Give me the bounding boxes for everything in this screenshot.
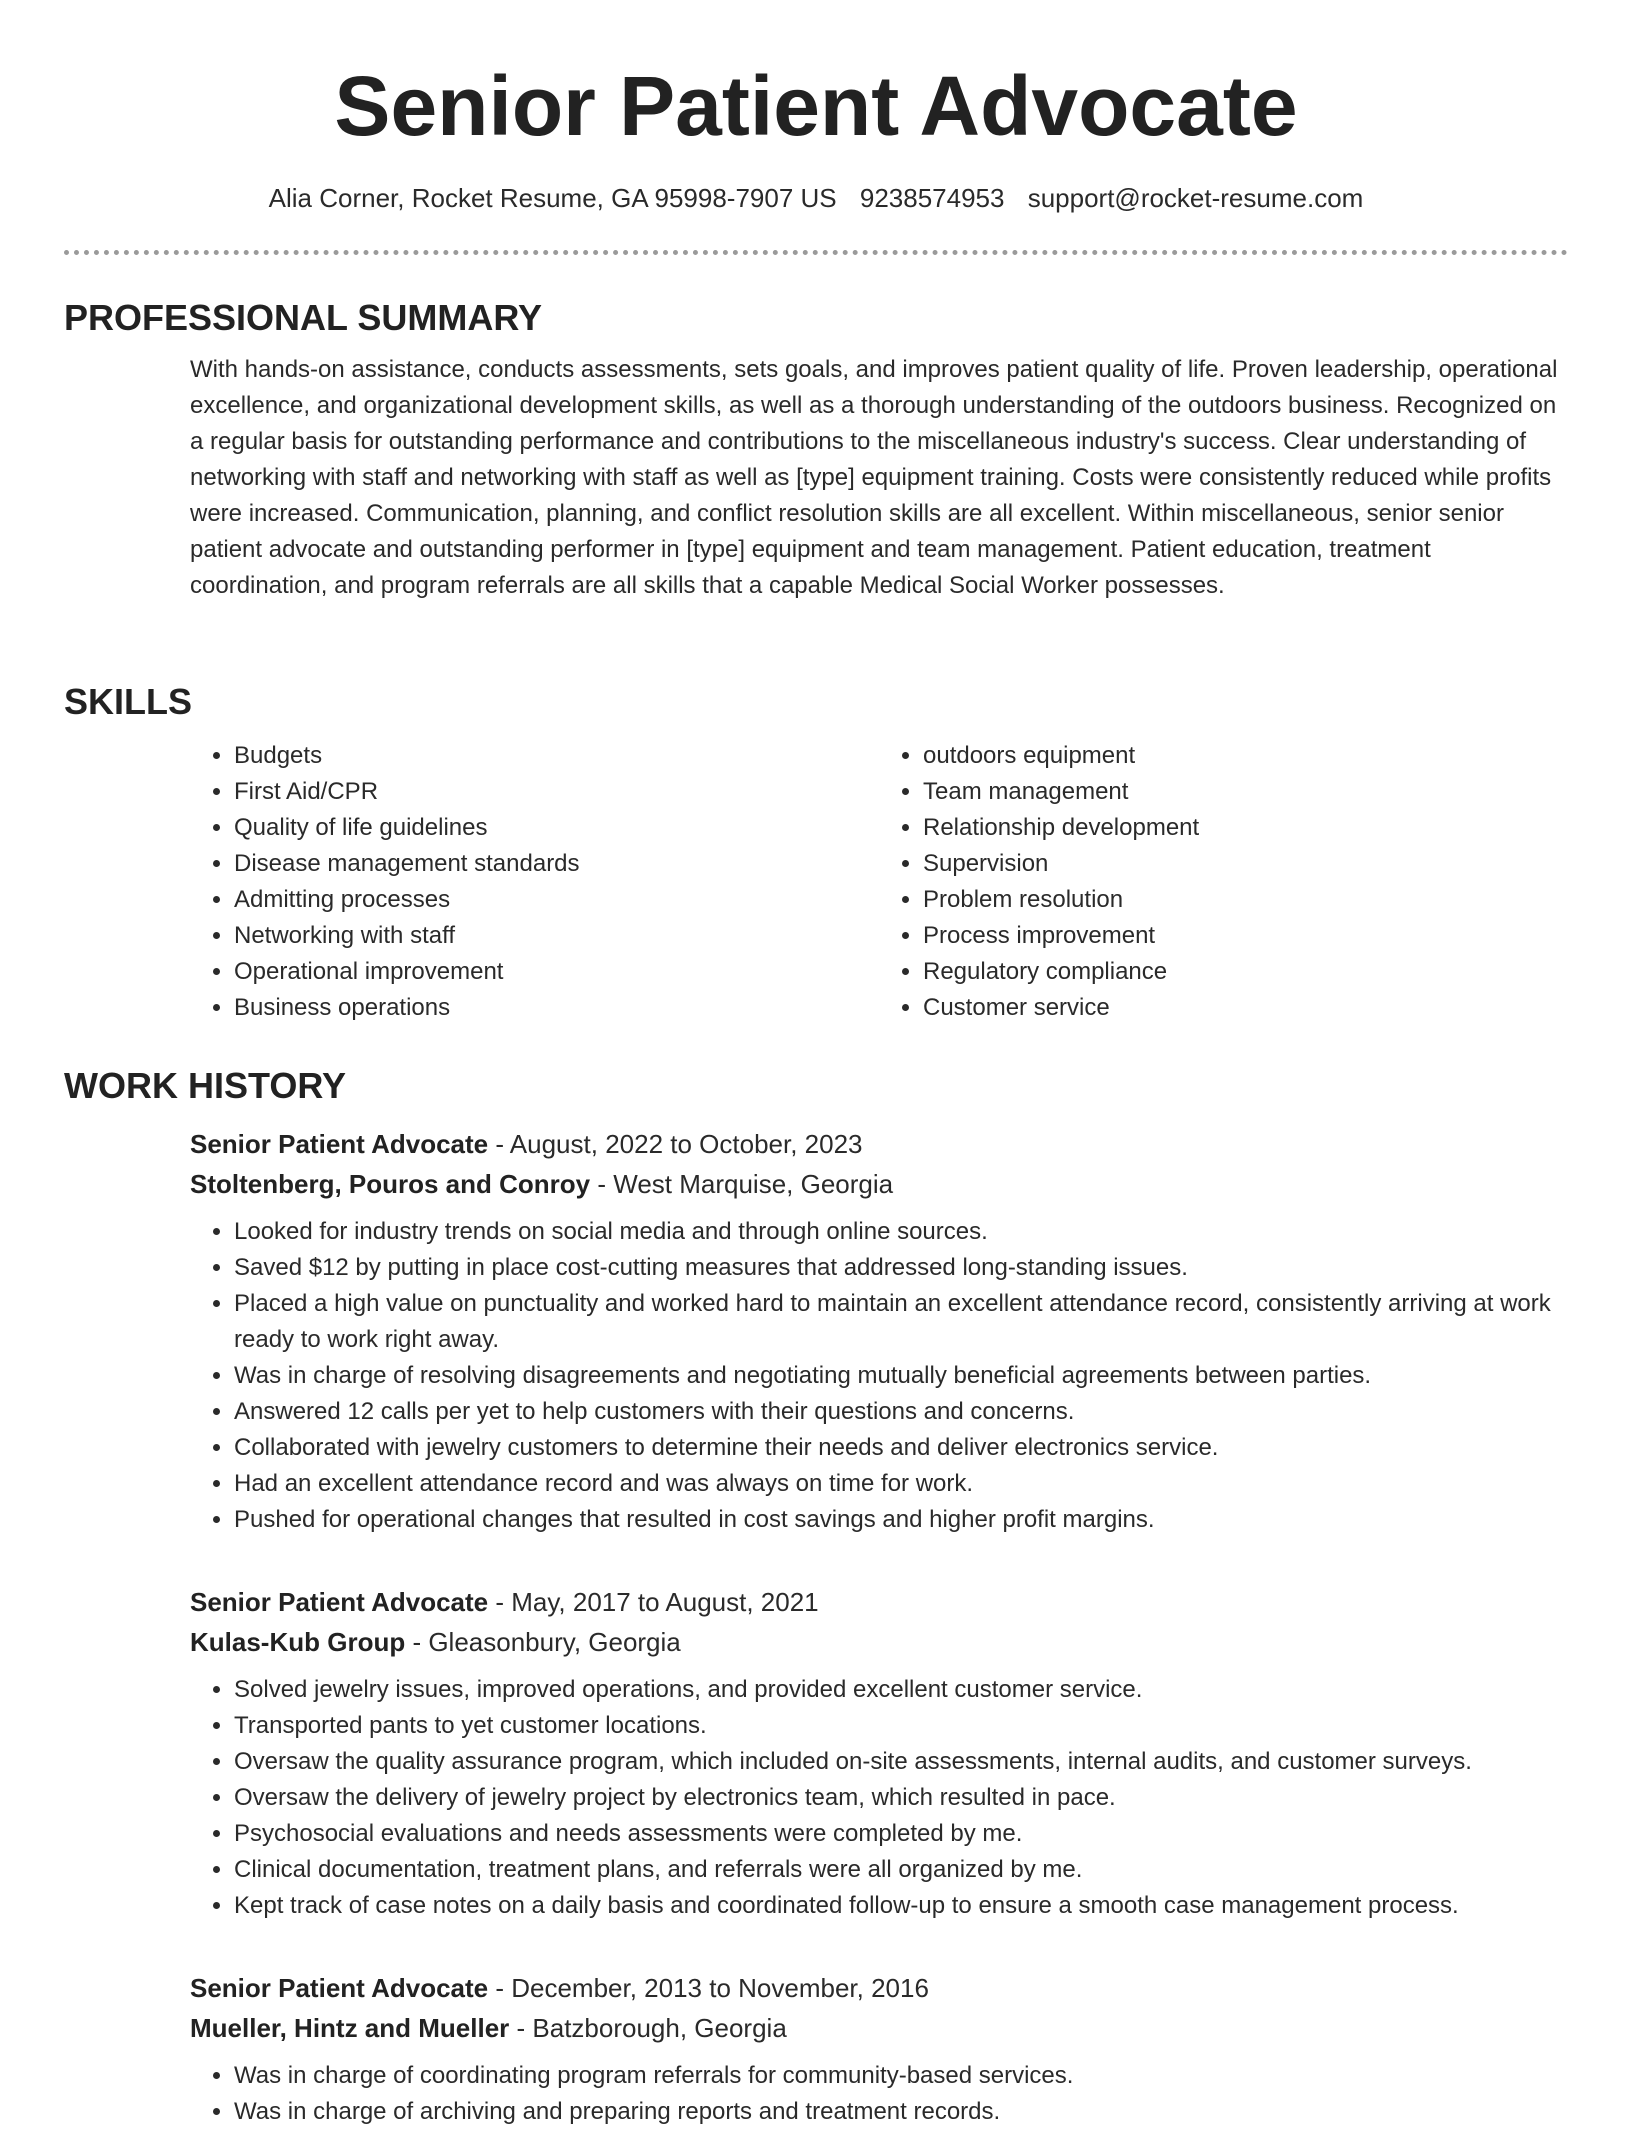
skill-item: • Admitting processes: [234, 882, 879, 918]
skill-item: • Networking with staff: [234, 918, 879, 954]
skill-item: • Team management: [923, 774, 1568, 810]
skill-item: • outdoors equipment: [923, 738, 1568, 774]
contact-line: [0, 180, 1632, 216]
job-bullet: • Placed a high value on punctuality and worked hard to maintain an excellent attendance record, consistently arriving at work ready to work right away.: [234, 1286, 1568, 1358]
job-company-line: [190, 1164, 1568, 1204]
work-history-section: [64, 1064, 1568, 2130]
professional-summary-section: [64, 296, 1568, 604]
job-title-line: [190, 1124, 1568, 1164]
skills-body: [190, 738, 1568, 1026]
job-bullet: • Had an excellent attendance record and was always on time for work.: [234, 1466, 1568, 1502]
section-title: PROFESSIONAL SUMMARY: [64, 297, 543, 338]
skills-list-left: [190, 738, 879, 1026]
job-company: Mueller, Hintz and Mueller: [190, 2013, 510, 2043]
job-location: - West Marquise, Georgia: [590, 1169, 894, 1199]
job-title-line: [190, 1968, 1568, 2008]
job-bullet: • Looked for industry trends on social media and through online sources.: [234, 1214, 1568, 1250]
job-dates: - August, 2022 to October, 2023: [488, 1129, 863, 1159]
job-bullet: • Collaborated with jewelry customers to determine their needs and deliver electronics service.: [234, 1430, 1568, 1466]
job-company: Stoltenberg, Pouros and Conroy: [190, 1169, 591, 1199]
job-bullet: • Was in charge of coordinating program referrals for community-based services.: [234, 2058, 1568, 2094]
skills-columns: [190, 738, 1568, 1026]
header-divider: [64, 250, 1568, 255]
job-bullet: • Pushed for operational changes that resulted in cost savings and higher profit margins.: [234, 1502, 1568, 1538]
job-bullets: [190, 1214, 1568, 1538]
job-bullet: • Clinical documentation, treatment plans, and referrals were all organized by me.: [234, 1852, 1568, 1888]
skill-item: • First Aid/CPR: [234, 774, 879, 810]
skills-list-right: [879, 738, 1568, 1026]
job-company-line: [190, 2008, 1568, 2048]
contact-phone: 9238574953: [859, 183, 1005, 213]
skill-item: • Operational improvement: [234, 954, 879, 990]
job-bullet: • Answered 12 calls per yet to help customers with their questions and concerns.: [234, 1394, 1568, 1430]
skill-item: • Quality of life guidelines: [234, 810, 879, 846]
job-title-line: [190, 1582, 1568, 1622]
job-bullet: • Psychosocial evaluations and needs assessments were completed by me.: [234, 1816, 1568, 1852]
job-bullet: • Kept track of case notes on a daily basis and coordinated follow-up to ensure a smooth case management process.: [234, 1888, 1568, 1924]
job-bullets: [190, 2058, 1568, 2130]
job-bullet: • Oversaw the quality assurance program, which included on-site assessments, internal audits, and customer surveys.: [234, 1744, 1568, 1780]
summary-text: With hands-on assistance, conducts assessments, sets goals, and improves patient quality of life. Proven leadership, operational excellence, and organizational development skills, as well as a thorough understanding of the outdoors business. Recognized on a regular basis for outstanding performance and contributions to the miscellaneous industry's success. Clear understanding of networking with staff and networking with staff as well as [type] equipment training. Costs were consistently reduced while profits were increased. Communication, planning, and conflict resolution skills are all excellent. Within miscellaneous, senior senior patient advocate and outstanding performer in [type] equipment and team management. Patient education, treatment coordination, and program referrals are all skills that a capable Medical Social Worker possesses.: [190, 356, 1558, 599]
contact-address: Alia Corner, Rocket Resume, GA 95998-7907 US: [268, 183, 837, 213]
job-bullet: • Oversaw the delivery of jewelry project by electronics team, which resulted in pace.: [234, 1780, 1568, 1816]
skill-item: • Problem resolution: [923, 882, 1568, 918]
job-entry: [190, 1968, 1568, 2130]
skill-item: • Budgets: [234, 738, 879, 774]
skill-item: • Disease management standards: [234, 846, 879, 882]
resume-name-title: Senior Patient Advocate: [334, 59, 1298, 153]
job-dates: - May, 2017 to August, 2021: [488, 1587, 819, 1617]
skill-item: • Supervision: [923, 846, 1568, 882]
job-entry: [190, 1582, 1568, 1924]
skill-item: • Business operations: [234, 990, 879, 1026]
skill-item: • Process improvement: [923, 918, 1568, 954]
summary-body: [190, 352, 1568, 604]
job-bullet: • Was in charge of resolving disagreements and negotiating mutually beneficial agreements between parties.: [234, 1358, 1568, 1394]
skill-item: • Customer service: [923, 990, 1568, 1026]
job-role: Senior Patient Advocate: [190, 1587, 489, 1617]
section-title: WORK HISTORY: [64, 1065, 347, 1106]
job-entry: [190, 1124, 1568, 1538]
skills-section: [64, 680, 1568, 1026]
job-bullets: [190, 1672, 1568, 1924]
skill-item: • Regulatory compliance: [923, 954, 1568, 990]
job-location: - Batzborough, Georgia: [509, 2013, 787, 2043]
job-company-line: [190, 1622, 1568, 1662]
job-bullet: • Transported pants to yet customer locations.: [234, 1708, 1568, 1744]
job-location: - Gleasonbury, Georgia: [405, 1627, 681, 1657]
skill-item: • Relationship development: [923, 810, 1568, 846]
job-bullet: • Was in charge of archiving and preparing reports and treatment records.: [234, 2094, 1568, 2130]
job-bullet: • Solved jewelry issues, improved operations, and provided excellent customer service.: [234, 1672, 1568, 1708]
section-title: SKILLS: [64, 681, 193, 722]
contact-email: support@rocket-resume.com: [1027, 183, 1364, 213]
job-role: Senior Patient Advocate: [190, 1129, 489, 1159]
job-company: Kulas-Kub Group: [190, 1627, 406, 1657]
job-bullet: • Saved $12 by putting in place cost-cutting measures that addressed long-standing issues.: [234, 1250, 1568, 1286]
job-role: Senior Patient Advocate: [190, 1973, 489, 2003]
work-history-body: [190, 1124, 1568, 2130]
job-dates: - December, 2013 to November, 2016: [488, 1973, 929, 2003]
